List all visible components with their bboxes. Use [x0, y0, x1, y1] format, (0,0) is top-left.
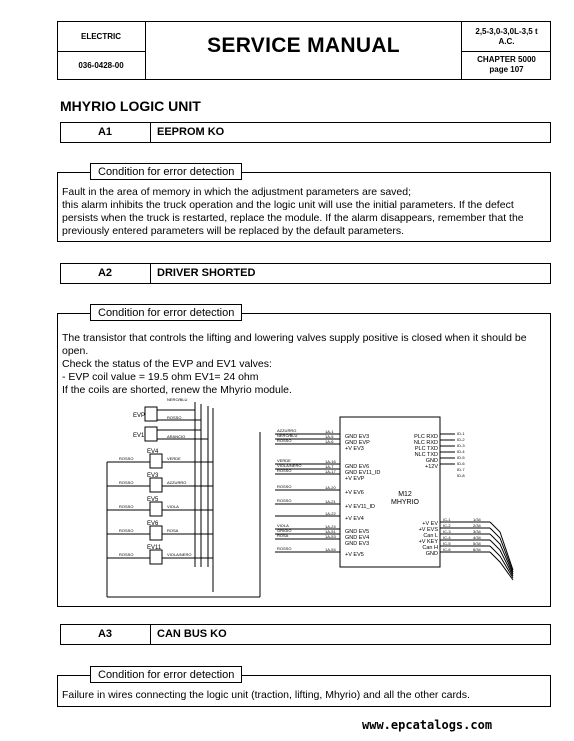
- condition-text-a1: [62, 186, 548, 238]
- harness-wire: GRIGIO: [277, 528, 292, 533]
- valve-label: EV5: [147, 497, 159, 503]
- text-line: this alarm inhibits the truck operation and the logic unit will use the initial parameters. If the defect: [62, 199, 514, 211]
- condition-label: Condition for error detection: [90, 304, 242, 321]
- harness-wire: VIOLA: [277, 523, 289, 528]
- text-line: Check the status of the EVP and EV1 valves:: [62, 358, 272, 370]
- module-input: +V EV5: [345, 552, 364, 558]
- module-name: M12: [398, 491, 412, 498]
- text-line: persists when the truck is restarted, replace the module. If the alarm disappears, remember that the: [62, 212, 524, 224]
- module-pin: IC-6: [443, 547, 451, 552]
- footer-link[interactable]: www.epcatalogs.com: [362, 718, 493, 732]
- harness-pin: 1A-22: [325, 511, 336, 516]
- module-output: Can L: [423, 533, 438, 539]
- module-pin: ID-7: [457, 467, 465, 472]
- error-code: A3: [97, 628, 113, 640]
- error-name: CAN BUS KO: [157, 628, 227, 640]
- module-pin: IC-3: [443, 529, 451, 534]
- text-line: - EVP coil value = 19.5 ohm EV1= 24 ohm: [62, 371, 259, 383]
- text-line: Failure in wires connecting the logic unit (traction, lifting, Mhyrio) and all the other cards.: [62, 689, 470, 701]
- error-code: A2: [97, 267, 113, 279]
- error-row-divider: [150, 624, 151, 645]
- harness-pin: 1A-6: [325, 439, 334, 444]
- harness-wire: ROSSO: [277, 546, 292, 551]
- module-output: +V EVS: [418, 527, 438, 533]
- harness-wire: NERO/BLU: [277, 433, 298, 438]
- module-input: GND EV6: [345, 464, 370, 470]
- module-output: GND: [425, 458, 438, 464]
- header-department: ELECTRIC: [81, 32, 121, 41]
- module-input: GND EVP: [345, 440, 370, 446]
- error-row-divider: [150, 263, 151, 284]
- module-pin: IC-2: [443, 523, 451, 528]
- module-pin: ID-1: [457, 431, 465, 436]
- harness-pin: 1A-16: [325, 459, 336, 464]
- condition-label: Condition for error detection: [90, 666, 242, 683]
- text-line: previously entered parameters will be replaced by the default parameters.: [62, 225, 405, 237]
- module-input: GND EV4: [345, 535, 370, 541]
- valve-label: EVP: [133, 413, 146, 419]
- wire-label: ROSSO: [119, 480, 134, 485]
- valve-label: EV3: [147, 473, 159, 479]
- valve-label: EV6: [147, 521, 159, 527]
- module-input: +V EV3: [345, 446, 364, 452]
- wire-label: ARANCIO: [167, 434, 186, 439]
- module-pin: IC-4: [443, 535, 451, 540]
- harness-pin: 1A-21: [325, 499, 336, 504]
- page-title: SERVICE MANUAL: [207, 34, 400, 57]
- wire-label: ROSSO: [167, 415, 182, 420]
- module-name: MHYRIO: [391, 499, 419, 506]
- header-capacity: 2,5-3,0-3,0L-3,5 t: [475, 27, 538, 36]
- harness-wire: ROSSO: [277, 498, 292, 503]
- harness-wire: AZZURRO: [277, 428, 297, 433]
- header-hline-left: [57, 51, 145, 52]
- module-pin: ID-8: [457, 473, 465, 478]
- condition-label: Condition for error detection: [90, 163, 242, 180]
- module-pin: ID-5: [457, 455, 465, 460]
- bus-label: 4/34: [473, 535, 481, 540]
- wire-label: ROSSO: [119, 552, 134, 557]
- wire-label: VERDE: [167, 456, 181, 461]
- harness-wire: VERDE: [277, 458, 291, 463]
- module-output: NLC TXD: [414, 452, 438, 458]
- wire-label: ROSSO: [119, 504, 134, 509]
- harness-wire: VIOLA/NERO: [277, 463, 302, 468]
- module-input: +V EVP: [345, 476, 365, 482]
- harness-pin: 1A-54: [325, 547, 336, 552]
- bus-label: 2/34: [473, 523, 481, 528]
- wire-label: NERO/BLU: [167, 397, 188, 402]
- module-pin: ID-6: [457, 461, 465, 466]
- harness-pin: 1A-1: [325, 429, 334, 434]
- text-line: If the coils are shorted, renew the Mhyrio module.: [62, 384, 292, 396]
- header-page: page 107: [489, 65, 524, 74]
- header-chapter: CHAPTER 5000: [477, 55, 536, 64]
- condition-text-a3: [62, 689, 548, 702]
- bus-label: 6/34: [473, 547, 481, 552]
- harness-pin: 1A-7: [325, 464, 334, 469]
- valve-label: EV1: [133, 433, 145, 439]
- harness-pin: 1A-20: [325, 485, 336, 490]
- harness-wire: ROSSO: [277, 438, 292, 443]
- bus-label: 5/34: [473, 541, 481, 546]
- module-pin: ID-3: [457, 443, 465, 448]
- bus-label: 3/34: [473, 529, 481, 534]
- module-input: GND EV3: [345, 434, 370, 440]
- header-doc-number: 036-0428-00: [78, 61, 124, 70]
- module-output: GND: [425, 551, 438, 557]
- section-title: MHYRIO LOGIC UNIT: [60, 98, 201, 114]
- error-code: A1: [97, 126, 113, 138]
- error-name: DRIVER SHORTED: [157, 267, 256, 279]
- wire-label: AZZURRO: [167, 480, 187, 485]
- harness-pin: 1A-53: [325, 534, 336, 539]
- wire-label: ROSSO: [119, 456, 134, 461]
- valve-label: EV4: [147, 449, 159, 455]
- text-line: open.: [62, 345, 89, 357]
- bus-label: 1/34: [473, 517, 481, 522]
- module-output: NLC RXD: [413, 440, 438, 446]
- error-row-divider: [150, 122, 151, 143]
- header-ac: A.C.: [498, 37, 515, 46]
- wire-label: VIOLA: [167, 504, 179, 509]
- module-input: GND EV3: [345, 541, 370, 547]
- module-input: +V EV6: [345, 490, 364, 496]
- module-input: +V EV11_ID: [345, 504, 376, 510]
- valve-label: EV11: [147, 545, 162, 551]
- module-input: +V EV4: [345, 516, 364, 522]
- harness-pin: 1A-5: [325, 434, 334, 439]
- module-pin: IC-5: [443, 541, 451, 546]
- harness-wire: ROSSO: [277, 484, 292, 489]
- module-output: +12V: [425, 464, 438, 470]
- harness-pin: 1A-24: [325, 524, 336, 529]
- module-input: GND EV5: [345, 529, 370, 535]
- module-output: Can H: [422, 545, 438, 551]
- module-pin: ID-4: [457, 449, 465, 454]
- module-output: +V KEY: [418, 539, 438, 545]
- error-name: EEPROM KO: [157, 126, 225, 138]
- harness-pin: 1A-17: [325, 469, 336, 474]
- harness-wire: ROSSO: [277, 468, 292, 473]
- text-line: Fault in the area of memory in which the adjustment parameters are saved;: [62, 186, 412, 198]
- module-input: GND EV11_ID: [345, 470, 381, 476]
- harness-wire: ROSA: [277, 533, 289, 538]
- condition-text-a2: [62, 332, 548, 397]
- module-output: PLC RXD: [414, 434, 438, 440]
- harness-pin: 1A-51: [325, 529, 336, 534]
- module-pin: ID-2: [457, 437, 465, 442]
- wiring-diagram: [95, 392, 525, 604]
- wire-label: VIOLA/NERO: [167, 552, 192, 557]
- module-output: PLC TXD: [414, 446, 438, 452]
- module-output: +V EV: [422, 521, 438, 527]
- wire-label: ROSSO: [119, 528, 134, 533]
- module-pin: IC-1: [443, 517, 451, 522]
- text-line: The transistor that controls the lifting and lowering valves supply positive is closed when it should be: [62, 332, 527, 344]
- wire-label: ROSA: [167, 528, 179, 533]
- header-hline-right: [461, 51, 551, 52]
